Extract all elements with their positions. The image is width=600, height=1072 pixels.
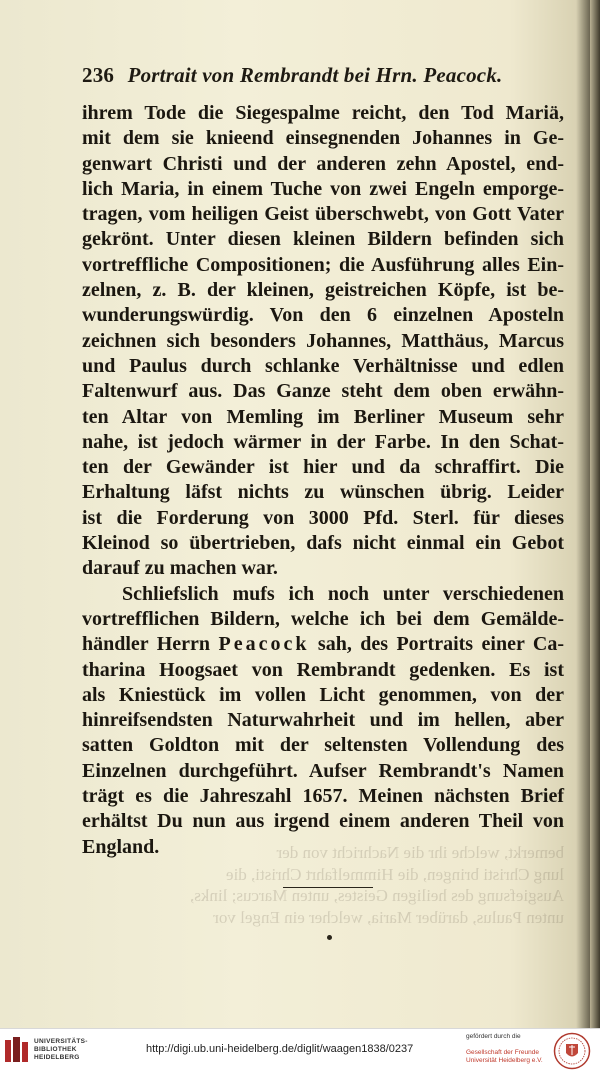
text-line: satten Goldton mit der seltensten Vollendung des <box>82 734 564 757</box>
funder-name: Universität Heidelberg e.V. <box>466 1057 543 1064</box>
text-line: nahe, ist jedoch wärmer in der Farbe. In den Schat- <box>82 430 564 453</box>
text-line: mit dem sie knieend einsegnenden Johannes in Ge- <box>82 127 564 150</box>
text-line: wunderungswürdig. Von den 6 einzelnen Aposteln <box>82 304 564 327</box>
permalink-url[interactable]: http://digi.ub.uni-heidelberg.de/diglit/waagen1838/0237 <box>146 1043 414 1055</box>
text-line: trägt es die Jahreszahl 1657. Meinen nächsten Brief <box>82 785 564 808</box>
text-line: darauf zu machen war. <box>82 557 278 580</box>
text-fragment: händler Herrn <box>82 633 219 656</box>
text-line: Kleinod so übertrieben, dafs nicht einmal ein Gebot <box>82 532 564 555</box>
funder-note <box>466 1033 543 1065</box>
text-line: tharina Hoogsaet von Rembrandt gedenken. Es ist <box>82 658 564 681</box>
text-line: und Paulus durch schlanke Verhältnisse und edlen <box>82 354 564 377</box>
library-logo-icon <box>4 1036 30 1064</box>
text-line: Einzelnen durchgeführt. Aufser Rembrandt's Namen <box>82 759 564 782</box>
page-edge-shadow <box>590 0 600 1028</box>
text-line: vortreffliche Compositionen; die Ausführung alles Ein- <box>82 253 564 276</box>
text-line: hinreifsendsten Naturwahrheit und im hellen, aber <box>82 709 564 732</box>
library-name-line: UNIVERSITÄTS- <box>34 1038 88 1045</box>
text-line: Schliefslich mufs ich noch unter verschiedenen <box>122 582 564 605</box>
text-line: ten der Gewänder ist hier und da schraffirt. Die <box>82 456 564 479</box>
text-line <box>82 632 564 657</box>
text-line: Erhaltung läfst nichts zu wünschen übrig. Leider <box>82 481 564 504</box>
body-text <box>82 101 564 860</box>
ink-dot <box>327 935 332 940</box>
text-line: genwart Christi und der anderen zehn Apostel, end- <box>82 152 564 175</box>
text-line: tragen, vom heiligen Geist überschwebt, von Gott Vater <box>82 203 564 226</box>
running-head: Portrait von Rembrandt bei Hrn. Peacock. <box>127 63 503 87</box>
text-line: Faltenwurf aus. Das Ganze steht dem oben erwähn- <box>82 380 564 403</box>
text-line: ihrem Tode die Siegespalme reicht, den Tod Mariä, <box>82 102 564 124</box>
text-line: vortrefflichen Bildern, welche ich bei dem Gemälde- <box>82 607 564 630</box>
text-line: gekrönt. Unter diesen kleinen Bildern befinden sich <box>82 228 564 251</box>
text-line: zelnen, z. B. der kleinen, geistreichen Köpfe, ist be- <box>82 279 564 302</box>
text-line: als Kniestück im vollen Licht genommen, von der <box>82 683 564 706</box>
text-line: ist die Forderung von 3000 Pfd. Sterl. für dieses <box>82 506 564 529</box>
bleed-through-text: bemerkt, welche ihr die Nachricht von der lung Christi bringen, die Himmelfahrt Christi, die Ausgiefsung des heiligen Geistes, unten Marcus; links, unten Paulus, darüber Maria, welcher ein Engel vor <box>190 843 564 927</box>
text-line: erhältst Du nun aus irgend einem anderen Theil von <box>82 810 564 833</box>
library-name-line: HEIDELBERG <box>34 1054 80 1061</box>
funder-name: Gesellschaft der Freunde <box>466 1049 539 1056</box>
funded-by-label: gefördert durch die <box>466 1033 521 1040</box>
library-name <box>34 1038 88 1062</box>
library-name-line: BIBLIOTHEK <box>34 1046 77 1053</box>
text-fragment: sah, des Portraits einer Ca- <box>309 633 565 656</box>
text-line: lich Maria, in einem Tuche von zwei Engeln emporge- <box>82 177 564 200</box>
page-number: 236 <box>82 63 115 87</box>
text-line: zeichnen sich besonders Johannes, Matthäus, Marcus <box>82 329 564 352</box>
end-rule <box>283 887 373 888</box>
university-seal-icon <box>553 1032 591 1070</box>
text-line: ten Altar von Memling im Berliner Museum sehr <box>82 405 564 428</box>
page-header <box>82 63 562 88</box>
text-line: England. <box>82 835 160 858</box>
dealer-name: Peacock <box>218 633 310 656</box>
footer-bar <box>0 1028 600 1072</box>
